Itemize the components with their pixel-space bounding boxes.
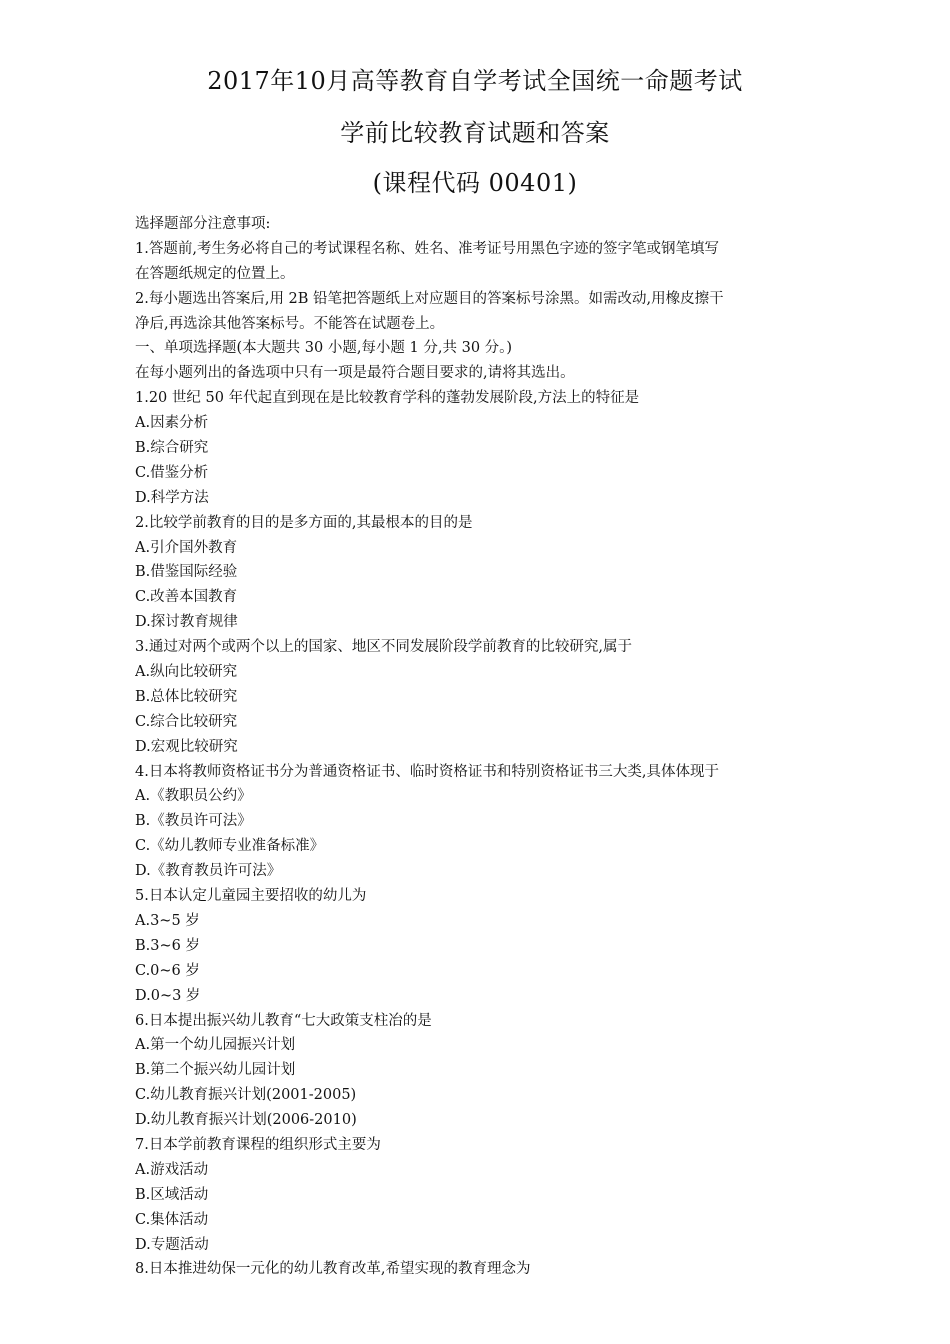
text-line: D.专题活动	[135, 1236, 209, 1253]
text-line: D.科学方法	[135, 489, 209, 506]
text-line: A.《教职员公约》	[135, 788, 252, 805]
text-line: 在每小题列出的备选项中只有一项是最符合题目要求的,请将其选出。	[135, 365, 575, 382]
exam-title: 2017年10月高等教育自学考试全国统一命题考试	[207, 67, 743, 95]
text-line: D.《教育教员许可法》	[135, 863, 282, 880]
text-line: C.改善本国教育	[135, 589, 238, 606]
text-line: C.综合比较研究	[135, 713, 238, 730]
text-line: 3.通过对两个或两个以上的国家、地区不同发展阶段学前教育的比较研究,属于	[135, 639, 632, 656]
text-line: D.0~3 岁	[135, 987, 201, 1004]
text-line: B.综合研究	[135, 440, 209, 457]
text-line: B.区域活动	[135, 1186, 209, 1203]
text-line: 7.日本学前教育课程的组织形式主要为	[135, 1136, 381, 1153]
text-line: C.集体活动	[135, 1211, 209, 1228]
text-line: A.3~5 岁	[135, 912, 200, 929]
course-code: (课程代码 00401)	[372, 169, 578, 197]
text-line: A.第一个幼儿园振兴计划	[135, 1037, 296, 1054]
text-line: 1.答题前,考生务必将自己的考试课程名称、姓名、准考证号用黑色字迹的签字笔或钢笔填写	[135, 240, 719, 257]
text-line: C.《幼儿教师专业准备标准》	[135, 838, 325, 855]
subject-title: 学前比较教育试题和答案	[340, 119, 610, 147]
text-line: D.宏观比较研究	[135, 738, 238, 755]
text-line: 在答题纸规定的位置上。	[135, 265, 295, 282]
text-line: C.幼儿教育振兴计划(2001-2005)	[135, 1087, 357, 1104]
text-line: 5.日本认定儿童园主要招收的幼儿为	[135, 888, 367, 905]
text-line: A.纵向比较研究	[135, 664, 238, 681]
text-line: B.3~6 岁	[135, 937, 200, 954]
text-line: D.探讨教育规律	[135, 614, 238, 631]
text-line: 净后,再选涂其他答案标号。不能答在试题卷上。	[135, 315, 445, 332]
text-line: 一、单项选择题(本大题共 30 小题,每小题 1 分,共 30 分。)	[135, 340, 513, 357]
exam-body	[135, 212, 825, 1282]
text-line: 选择题部分注意事项:	[135, 216, 271, 232]
text-line: C.借鉴分析	[135, 464, 209, 481]
text-line: B.第二个振兴幼儿园计划	[135, 1062, 296, 1079]
text-line: 2.每小题选出答案后,用 2B 铅笔把答题纸上对应题目的答案标号涂黑。如需改动,用橡皮擦干	[135, 290, 724, 307]
text-line: 8.日本推进幼保一元化的幼儿教育改革,希望实现的教育理念为	[135, 1261, 531, 1278]
text-line: 4.日本将教师资格证书分为普通资格证书、临时资格证书和特别资格证书三大类,具体体现于	[135, 763, 719, 780]
text-line: 6.日本提出振兴幼儿教育“七大政策支柱冶的是	[135, 1012, 432, 1029]
text-line: 2.比较学前教育的目的是多方面的,其最根本的目的是	[135, 514, 473, 531]
text-line: A.引介国外教育	[135, 539, 238, 556]
text-line: B.借鉴国际经验	[135, 564, 238, 581]
text-line: A.因素分析	[135, 415, 209, 432]
text-line: D.幼儿教育振兴计划(2006-2010)	[135, 1112, 357, 1129]
text-line: A.游戏活动	[135, 1161, 209, 1178]
text-line: B.总体比较研究	[135, 688, 238, 705]
text-line: C.0~6 岁	[135, 962, 200, 979]
text-line: 1.20 世纪 50 年代起直到现在是比较教育学科的蓬勃发展阶段,方法上的特征是	[135, 390, 640, 407]
text-line: B.《教员许可法》	[135, 813, 252, 830]
